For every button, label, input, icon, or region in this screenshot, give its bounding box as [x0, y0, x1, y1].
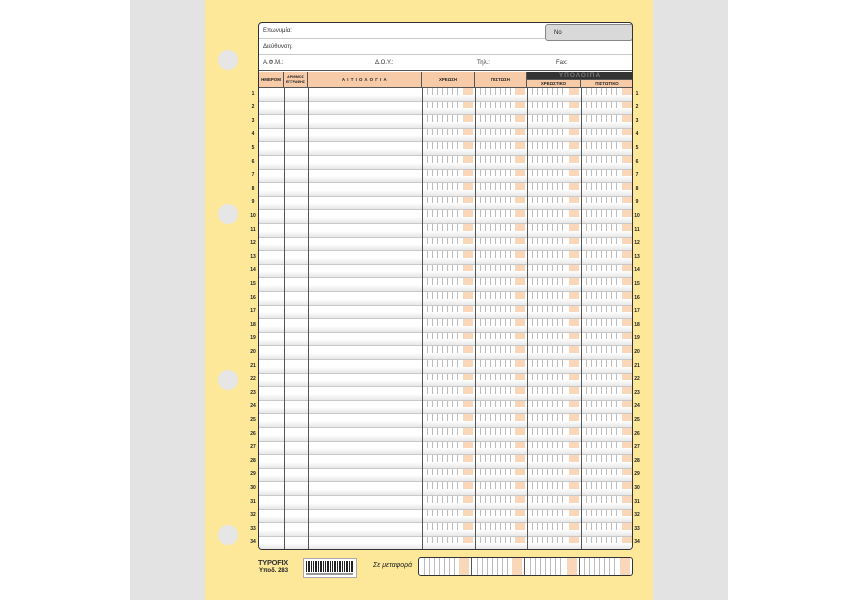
row-number-left: 33	[250, 525, 256, 532]
row-number-left: 18	[250, 321, 256, 328]
digit-separator	[454, 558, 455, 576]
row-number-right: 32	[634, 512, 640, 519]
row-shade	[259, 244, 632, 250]
row-number-right: 19	[634, 335, 640, 342]
number-label: No	[554, 30, 562, 36]
digit-separator	[434, 558, 435, 576]
row-number-right: 30	[634, 484, 640, 491]
row-number-right: 11	[634, 226, 640, 233]
tax-row[interactable]	[259, 55, 632, 71]
balance-credit-label: ΠΙΣΤΩΤΙΚΟ	[595, 81, 619, 86]
digit-separator	[550, 558, 551, 576]
row-shade	[259, 353, 632, 359]
row-number-right: 33	[634, 525, 640, 532]
row-shade	[259, 95, 632, 101]
cents-column	[512, 558, 522, 576]
row-shade	[259, 258, 632, 264]
row-number-right: 28	[634, 457, 640, 464]
digit-separator	[584, 558, 585, 576]
brand-logo: TYPOFIX	[258, 558, 288, 567]
barcode	[303, 558, 357, 578]
table-row[interactable]	[259, 333, 632, 347]
row-number-right: 3	[635, 117, 639, 124]
row-number-right: 18	[634, 321, 640, 328]
row-number-right: 15	[634, 280, 640, 287]
row-number-left: 17	[250, 308, 256, 315]
table-row[interactable]	[259, 496, 632, 510]
digit-separator	[560, 558, 561, 576]
row-number-left: 28	[250, 457, 256, 464]
digit-separator	[487, 558, 488, 576]
row-number-right: 27	[634, 444, 640, 451]
row-number-left: 8	[251, 185, 255, 192]
row-number-left: 13	[250, 253, 256, 260]
punch-hole	[218, 525, 238, 545]
column-divider	[422, 72, 423, 550]
row-number-left: 30	[250, 484, 256, 491]
row-shade	[259, 462, 632, 468]
row-shade	[259, 122, 632, 128]
row-shade	[259, 367, 632, 373]
row-shade	[259, 149, 632, 155]
table-row[interactable]	[259, 210, 632, 224]
fax-label: Fax:	[556, 60, 568, 66]
digit-separator	[492, 558, 493, 576]
table-row[interactable]	[259, 251, 632, 265]
digit-separator	[540, 558, 541, 576]
digit-separator	[444, 558, 445, 576]
row-shade	[259, 516, 632, 522]
table-row[interactable]	[259, 387, 632, 401]
column-divider	[475, 72, 476, 550]
row-number-right: 25	[634, 416, 640, 423]
col-credit: ΠΙΣΤΩΣΗ	[475, 72, 527, 88]
left-margin	[130, 0, 205, 600]
row-number-left: 7	[251, 172, 255, 179]
table-row[interactable]	[259, 482, 632, 496]
row-shade	[259, 299, 632, 305]
table-row[interactable]	[259, 156, 632, 170]
row-shade	[259, 285, 632, 291]
row-number-right: 14	[634, 267, 640, 274]
row-shade	[259, 163, 632, 169]
row-shade	[259, 312, 632, 318]
digit-separator	[502, 558, 503, 576]
row-number-right: 6	[635, 158, 639, 165]
row-number-left: 34	[250, 539, 256, 546]
digit-separator	[477, 558, 478, 576]
form-code: Υποδ. 283	[259, 568, 289, 574]
row-number-right: 17	[634, 308, 640, 315]
row-shade	[259, 135, 632, 141]
row-number-right: 8	[635, 185, 639, 192]
row-number-left: 26	[250, 430, 256, 437]
table-row[interactable]	[259, 374, 632, 388]
row-number-right: 20	[634, 348, 640, 355]
digit-separator	[555, 558, 556, 576]
digit-separator	[609, 558, 610, 576]
punch-hole	[218, 370, 238, 390]
row-shade	[259, 203, 632, 209]
row-number-left: 10	[250, 212, 256, 219]
row-shade	[259, 380, 632, 386]
table-row[interactable]	[259, 401, 632, 415]
table-row[interactable]	[259, 442, 632, 456]
column-divider	[284, 72, 285, 550]
digit-separator	[497, 558, 498, 576]
table-row[interactable]	[259, 102, 632, 116]
row-number-right: 10	[634, 212, 640, 219]
row-number-right: 29	[634, 471, 640, 478]
digit-separator	[507, 558, 508, 576]
row-shade	[259, 339, 632, 345]
row-shade	[259, 530, 632, 536]
row-number-right: 12	[634, 240, 640, 247]
row-number-left: 19	[250, 335, 256, 342]
carry-forward-field[interactable]	[418, 557, 633, 576]
address-label: Διεύθυνση:	[263, 44, 293, 50]
doy-label: Δ.Ο.Υ.:	[375, 60, 394, 66]
col-description: Α Ι Τ Ι Ο Λ Ο Γ Ι Α	[308, 72, 422, 88]
digit-separator	[424, 558, 425, 576]
table-row[interactable]	[259, 170, 632, 184]
digit-separator	[449, 558, 450, 576]
col-doc-number: ΑΡΙΘΜΟΣ ΕΓΓΡΑΦΗΣ	[284, 72, 308, 88]
digit-separator	[599, 558, 600, 576]
row-number-left: 16	[250, 294, 256, 301]
row-number-left: 1	[251, 90, 255, 97]
row-number-left: 22	[250, 376, 256, 383]
table-row[interactable]	[259, 88, 632, 102]
digit-separator	[589, 558, 590, 576]
row-number-left: 24	[250, 403, 256, 410]
table-row[interactable]	[259, 129, 632, 143]
row-number-right: 31	[634, 498, 640, 505]
col-date: ΗΜΕΡΟΜ	[259, 72, 284, 88]
table-row[interactable]	[259, 537, 632, 550]
carry-forward-label: Σε μεταφορά	[373, 562, 413, 569]
row-number-left: 9	[251, 199, 255, 206]
row-number-left: 3	[251, 117, 255, 124]
digit-separator	[614, 558, 615, 576]
table-row[interactable]	[259, 238, 632, 252]
punch-hole	[218, 204, 238, 224]
row-shade	[259, 271, 632, 277]
row-number-left: 14	[250, 267, 256, 274]
row-shade	[259, 394, 632, 400]
digit-separator	[482, 558, 483, 576]
row-number-right: 23	[634, 389, 640, 396]
table-row[interactable]	[259, 510, 632, 524]
table-row[interactable]	[259, 197, 632, 211]
cents-column	[459, 558, 469, 576]
row-shade	[259, 448, 632, 454]
table-row[interactable]	[259, 142, 632, 156]
row-shade	[259, 503, 632, 509]
row-number-left: 12	[250, 240, 256, 247]
table-row[interactable]	[259, 360, 632, 374]
cents-column	[567, 558, 577, 576]
row-number-right: 4	[635, 131, 639, 138]
row-shade	[259, 435, 632, 441]
table-row[interactable]	[259, 523, 632, 537]
row-number-right: 34	[634, 539, 640, 546]
row-shade	[259, 108, 632, 114]
row-number-left: 6	[251, 158, 255, 165]
table-row[interactable]	[259, 278, 632, 292]
table-row[interactable]	[259, 183, 632, 197]
row-shade	[259, 190, 632, 196]
table-row[interactable]	[259, 115, 632, 129]
row-number-right: 26	[634, 430, 640, 437]
row-number-left: 15	[250, 280, 256, 287]
row-number-right: 13	[634, 253, 640, 260]
column-divider	[308, 72, 309, 550]
row-number-left: 27	[250, 444, 256, 451]
table-row[interactable]	[259, 469, 632, 483]
col-debit: ΧΡΕΩΣΗ	[422, 72, 475, 88]
digit-separator	[439, 558, 440, 576]
row-shade	[259, 176, 632, 182]
balances-title: ΥΠΟΛΟΙΠΑ	[527, 72, 633, 79]
row-number-right: 16	[634, 294, 640, 301]
row-number-right: 1	[635, 90, 639, 97]
row-number-right: 2	[635, 104, 639, 111]
row-shade	[259, 407, 632, 413]
table-row[interactable]	[259, 224, 632, 238]
row-number-left: 21	[250, 362, 256, 369]
column-divider	[581, 72, 582, 550]
row-shade	[259, 421, 632, 427]
row-number-left: 29	[250, 471, 256, 478]
digit-separator	[604, 558, 605, 576]
row-number-left: 11	[250, 226, 256, 233]
row-shade	[259, 543, 632, 549]
row-shade	[259, 231, 632, 237]
digit-separator	[535, 558, 536, 576]
table-row[interactable]	[259, 265, 632, 279]
column-divider	[579, 558, 580, 576]
table-row[interactable]	[259, 346, 632, 360]
digit-separator	[545, 558, 546, 576]
row-shade	[259, 489, 632, 495]
address-row[interactable]	[259, 39, 632, 55]
digit-separator	[594, 558, 595, 576]
col-balances	[527, 72, 633, 88]
row-number-right: 22	[634, 376, 640, 383]
afm-label: Α.Φ.Μ.:	[263, 60, 284, 66]
row-number-left: 5	[251, 144, 255, 151]
row-number-right: 24	[634, 403, 640, 410]
ledger-form	[258, 22, 633, 550]
row-number-left: 4	[251, 131, 255, 138]
table-row[interactable]	[259, 414, 632, 428]
row-number-right: 21	[634, 362, 640, 369]
phone-label: Τηλ.:	[477, 60, 490, 66]
row-shade	[259, 326, 632, 332]
table-row[interactable]	[259, 455, 632, 469]
row-number-left: 20	[250, 348, 256, 355]
cents-column	[620, 558, 630, 576]
digit-separator	[429, 558, 430, 576]
row-number-left: 2	[251, 104, 255, 111]
column-divider	[471, 558, 472, 576]
table-row[interactable]	[259, 306, 632, 320]
row-number-left: 31	[250, 498, 256, 505]
table-row[interactable]	[259, 319, 632, 333]
right-margin	[653, 0, 728, 600]
table-row[interactable]	[259, 292, 632, 306]
table-row[interactable]	[259, 428, 632, 442]
row-number-right: 7	[635, 172, 639, 179]
digit-separator	[530, 558, 531, 576]
punch-hole	[218, 50, 238, 70]
row-shade	[259, 475, 632, 481]
company-label: Επωνυμία:	[263, 28, 292, 34]
row-number-left: 32	[250, 512, 256, 519]
row-number-right: 9	[635, 199, 639, 206]
row-shade	[259, 217, 632, 223]
column-divider	[527, 72, 528, 550]
column-divider	[632, 558, 633, 576]
balance-debit-label: ΧΡΕΩΣΤΙΚΟ	[527, 80, 581, 87]
row-number-left: 23	[250, 389, 256, 396]
row-number-left: 25	[250, 416, 256, 423]
row-number-right: 5	[635, 144, 639, 151]
column-divider	[524, 558, 525, 576]
